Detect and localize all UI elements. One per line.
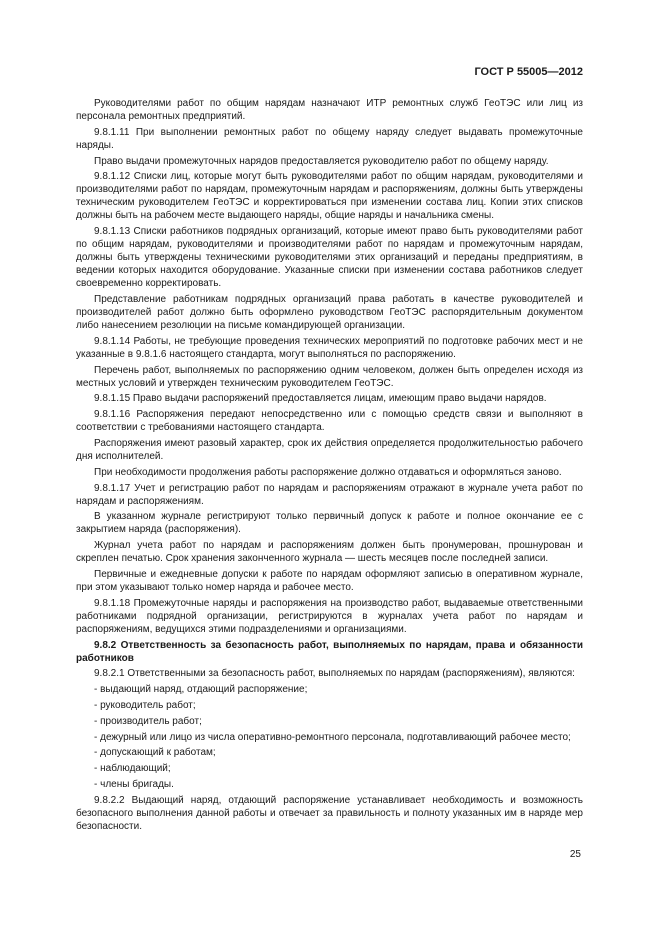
paragraph: 9.8.1.11 При выполнении ремонтных работ по общему наряду следует выдавать промежуточные наряды. <box>76 126 583 151</box>
page-number: 25 <box>569 849 581 860</box>
paragraph: 9.8.1.12 Списки лиц, которые могут быть руководителями работ по общим нарядам, руководителями и производителями работ по нарядам, промежуточным нарядам и распоряжениям, должны быть утверждены техническим руководителем ГеоТЭС и корректироваться при изменении состава лиц. Копии этих списков должны быть на рабочем месте выдающего наряды, общие наряды и начальника смены. <box>76 171 583 222</box>
paragraph: Перечень работ, выполняемых по распоряжению одним человеком, должен быть определен исходя из местных условий и утвержден техническим руководителем ГеоТЭС. <box>76 364 583 389</box>
paragraph: 9.8.1.13 Списки работников подрядных организаций, которые имеют право быть руководителями работ по общим нарядам, руководителями и производителями работ по нарядам и промежуточным нарядам, должны быть утверждены техническими руководителями этих организаций и переданы предприятиям, в ведении которых находится оборудование. Указанные списки при изменении состава работников следует своевременно корректировать. <box>76 226 583 290</box>
list-item: - наблюдающий; <box>94 763 171 775</box>
paragraph: 9.8.1.15 Право выдачи распоряжений предоставляется лицам, имеющим право выдачи нарядов. <box>94 393 547 405</box>
list-item: - допускающий к работам; <box>94 747 216 759</box>
paragraph: Распоряжения имеют разовый характер, срок их действия определяется продолжительностью рабочего дня исполнителей. <box>76 437 583 462</box>
paragraph: При необходимости продолжения работы распоряжение должно отдаваться и оформляться заново. <box>94 466 562 478</box>
paragraph: Представление работникам подрядных организаций права работать в качестве руководителей и производителей работ должно быть оформлено руководством ГеоТЭС распорядительным документом либо нанесением резолюции на письме командирующей организации. <box>76 293 583 331</box>
paragraph: 9.8.2.2 Выдающий наряд, отдающий распоряжение устанавливает необходимость и возможность безопасного выполнения данной работы и отвечает за правильность и полноту указанных им в наряде мер безопасности. <box>76 794 583 832</box>
paragraph: 9.8.1.18 Промежуточные наряды и распоряжения на производство работ, выдаваемые ответственными работниками подрядной организации, регистрируются в журналах учета работ по нарядам и распоряжениям, ведущихся этими подразделениями и организациями. <box>76 597 583 635</box>
paragraph: Руководителями работ по общим нарядам назначают ИТР ремонтных служб ГеоТЭС или лиц из персонала ремонтных предприятий. <box>76 98 583 122</box>
paragraph: Право выдачи промежуточных нарядов предоставляется руководителю работ по общему наряду. <box>94 155 549 167</box>
document-body <box>76 97 583 836</box>
list-item: - производитель работ; <box>94 715 202 727</box>
section-heading: 9.8.2 Ответственность за безопасность работ, выполняемых по нарядам, права и обязанности работников <box>76 639 583 664</box>
paragraph: Журнал учета работ по нарядам и распоряжениям должен быть пронумерован, прошнурован и скреплен печатью. Срок хранения законченного журнала — шесть месяцев после последней записи. <box>76 540 583 565</box>
paragraph: В указанном журнале регистрируют только первичный допуск к работе и полное окончание ее с закрытием наряда (распоряжения). <box>76 511 583 536</box>
paragraph: 9.8.2.1 Ответственными за безопасность работ, выполняемых по нарядам (распоряжениям), являются: <box>94 668 575 680</box>
list-item: - выдающий наряд, отдающий распоряжение; <box>94 684 308 696</box>
paragraph: Первичные и ежедневные допуски к работе по нарядам оформляют записью в оперативном журнале, при этом указывают только номер наряда и рабочее место. <box>76 568 583 593</box>
standard-header: ГОСТ Р 55005—2012 <box>474 66 583 78</box>
paragraph: 9.8.1.16 Распоряжения передают непосредственно или с помощью средств связи и выполняют в соответствии с требованиями настоящего стандарта. <box>76 409 583 434</box>
list-item: - руководитель работ; <box>94 699 196 711</box>
list-item: - дежурный или лицо из числа оперативно-ремонтного персонала, подготавливающий рабочее место; <box>94 731 571 743</box>
paragraph: 9.8.1.14 Работы, не требующие проведения технических мероприятий по подготовке рабочих мест и не указанные в 9.8.1.6 настоящего стандарта, могут выполняться по распоряжению. <box>76 335 583 360</box>
list-item: - члены бригады. <box>94 778 174 790</box>
paragraph: 9.8.1.17 Учет и регистрацию работ по нарядам и распоряжениям отражают в журнале учета работ по нарядам и распоряжениям. <box>76 482 583 507</box>
